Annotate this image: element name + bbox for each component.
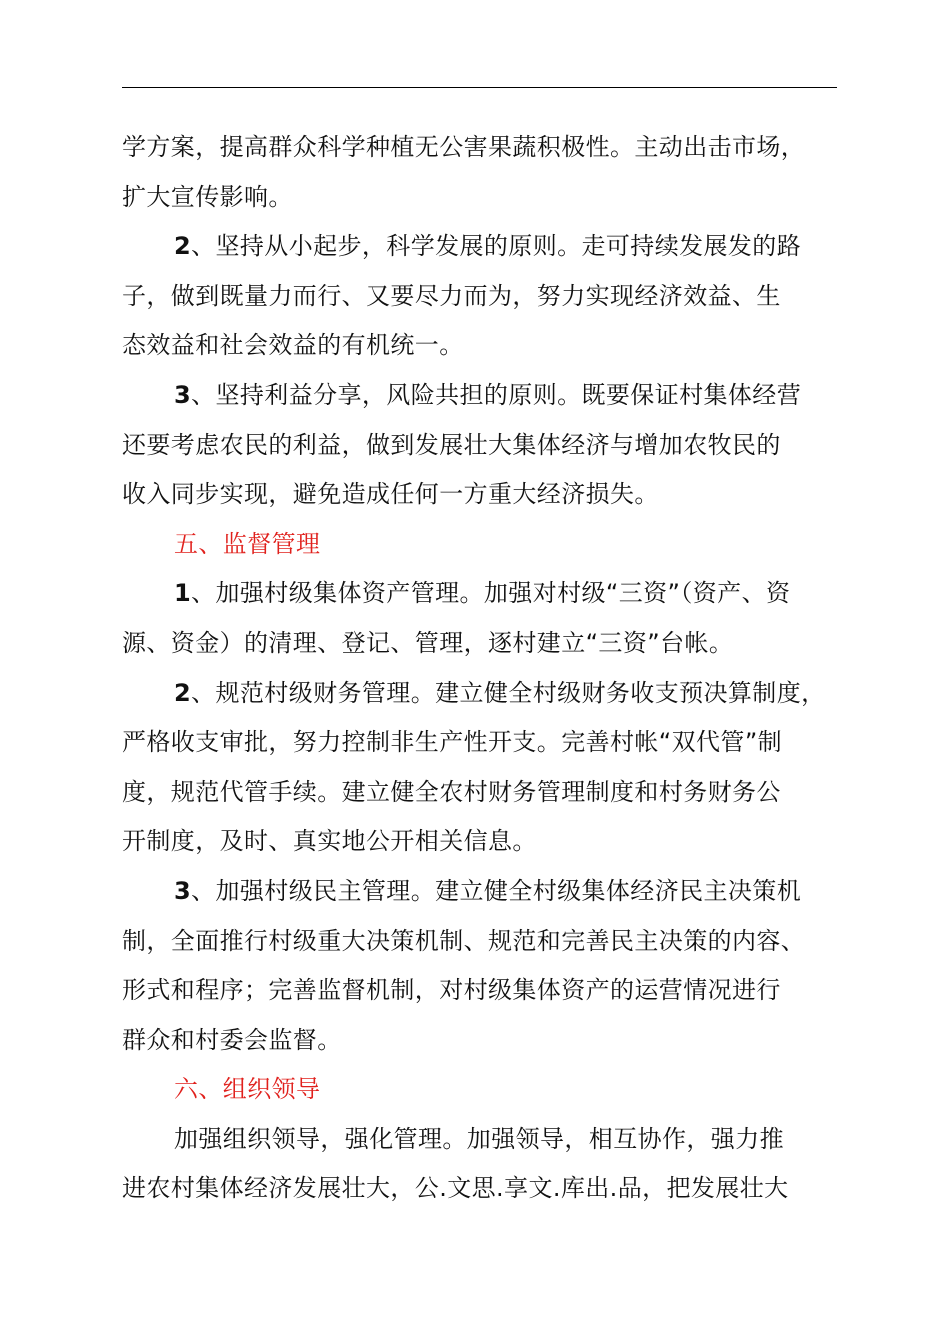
line-text: 收入同步实现，避免造成任何一方重大经济损失。 bbox=[122, 480, 659, 509]
line-text: 、加强村级民主管理。建立健全村级集体经济民主决策机 bbox=[191, 876, 802, 905]
line-text: 六、组织领导 bbox=[174, 1075, 321, 1104]
text-line bbox=[122, 222, 838, 272]
text-line bbox=[122, 917, 838, 967]
line-text: 进农村集体经济发展壮大，公.文思.享文.库出.品，把发展壮大 bbox=[122, 1174, 789, 1203]
text-line bbox=[122, 768, 838, 818]
text-line bbox=[122, 718, 838, 768]
line-text: 严格收支审批，努力控制非生产性开支。完善村帐“双代管”制 bbox=[122, 728, 783, 757]
item-number: 1 bbox=[174, 579, 192, 608]
line-text: 源、资金）的清理、登记、管理，逐村建立“三资”台帐。 bbox=[122, 628, 734, 657]
section-heading bbox=[122, 520, 838, 570]
text-line bbox=[122, 272, 838, 322]
line-text: 扩大宣传影响。 bbox=[122, 182, 293, 211]
text-line bbox=[122, 1016, 838, 1066]
line-text: 加强组织领导，强化管理。加强领导，相互协作，强力推 bbox=[174, 1124, 784, 1153]
line-text: 五、监督管理 bbox=[174, 529, 321, 558]
line-text: 还要考虑农民的利益，做到发展壮大集体经济与增加农牧民的 bbox=[122, 430, 781, 459]
text-line bbox=[122, 321, 838, 371]
header-rule bbox=[122, 87, 837, 88]
text-line bbox=[122, 470, 838, 520]
item-number: 3 bbox=[174, 876, 192, 905]
text-line bbox=[122, 669, 838, 719]
line-text: 群众和村委会监督。 bbox=[122, 1025, 342, 1054]
line-text: 、坚持从小起步，科学发展的原则。走可持续发展发的路 bbox=[191, 232, 802, 261]
text-line bbox=[122, 569, 838, 619]
line-text: 、坚持利益分享，风险共担的原则。既要保证村集体经营 bbox=[191, 380, 802, 409]
line-text: 学方案，提高群众科学种植无公害果蔬积极性。主动出击市场， bbox=[122, 133, 806, 161]
item-number: 2 bbox=[174, 678, 192, 707]
text-line bbox=[122, 123, 838, 173]
text-line bbox=[122, 619, 838, 669]
text-line bbox=[122, 1164, 838, 1214]
text-line bbox=[122, 817, 838, 867]
text-line bbox=[122, 1115, 838, 1165]
line-text: 形式和程序；完善监督机制，对村级集体资产的运营情况进行 bbox=[122, 976, 781, 1005]
line-text: 制，全面推行村级重大决策机制、规范和完善民主决策的内容、 bbox=[122, 926, 806, 955]
item-number: 3 bbox=[174, 380, 192, 409]
document-body bbox=[122, 123, 838, 1214]
text-line bbox=[122, 173, 838, 223]
line-text: 子，做到既量力而行、又要尽力而为，努力实现经济效益、生 bbox=[122, 281, 781, 310]
section-heading bbox=[122, 1065, 838, 1115]
text-line bbox=[122, 371, 838, 421]
line-text: 态效益和社会效益的有机统一。 bbox=[122, 331, 464, 360]
text-line bbox=[122, 421, 838, 471]
text-line bbox=[122, 966, 838, 1016]
line-text: 、规范村级财务管理。建立健全村级财务收支预决算制度， bbox=[191, 678, 826, 707]
line-text: 度，规范代管手续。建立健全农村财务管理制度和村务财务公 bbox=[122, 777, 781, 806]
line-text: 、加强村级集体资产管理。加强对村级“三资”（资产、资 bbox=[191, 579, 791, 608]
line-text: 开制度，及时、真实地公开相关信息。 bbox=[122, 827, 537, 856]
item-number: 2 bbox=[174, 232, 192, 261]
text-line bbox=[122, 867, 838, 917]
